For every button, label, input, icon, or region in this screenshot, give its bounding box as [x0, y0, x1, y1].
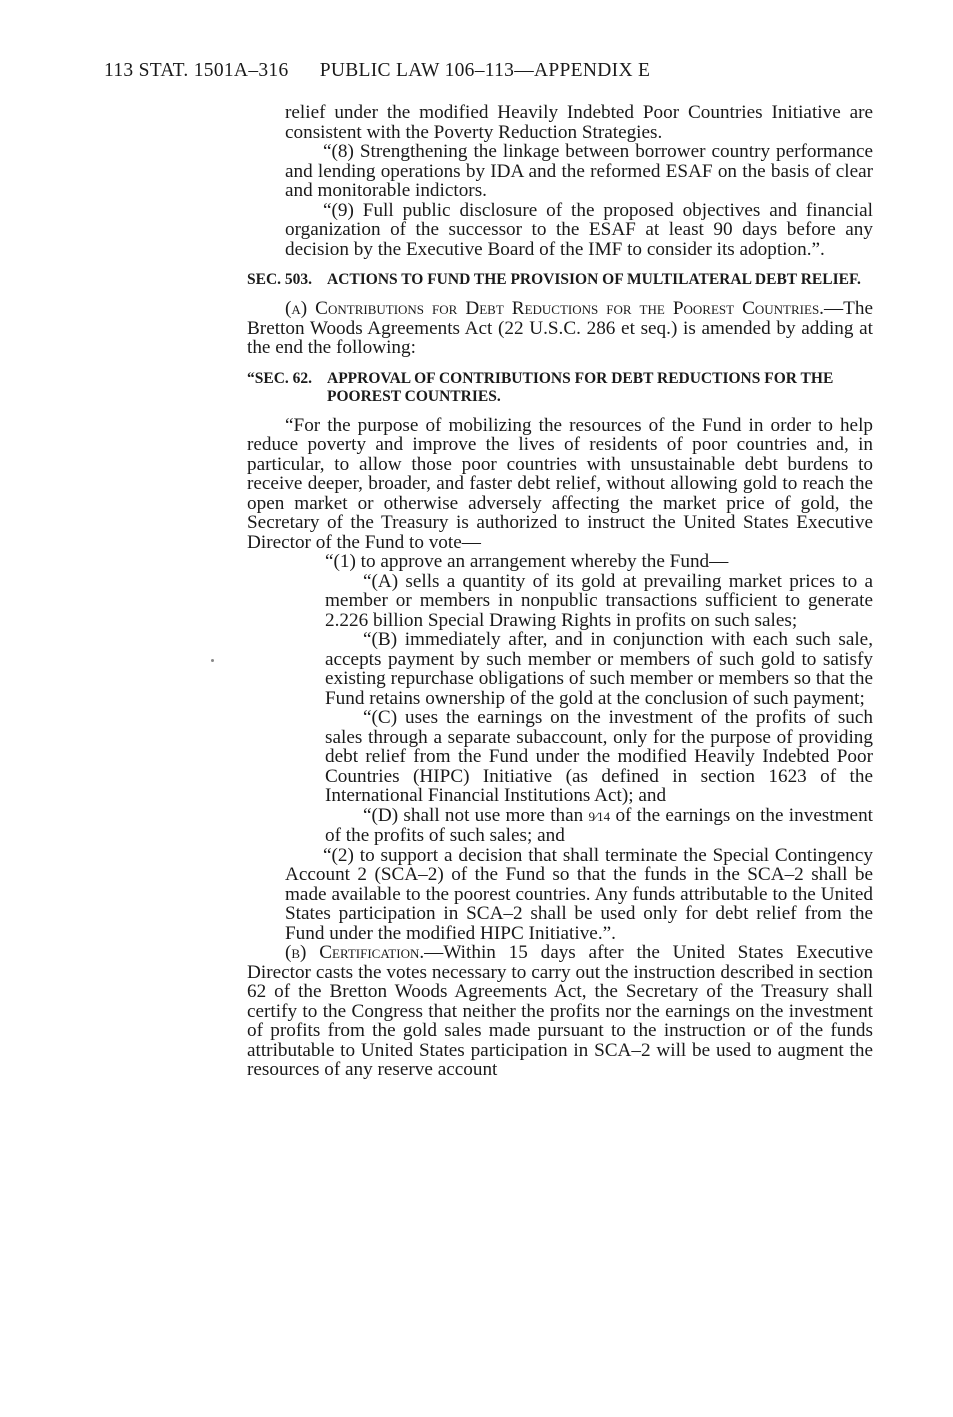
subsection-a [247, 299, 873, 358]
law-title: PUBLIC LAW 106–113—APPENDIX E [319, 60, 651, 81]
document-body [247, 103, 873, 1080]
section-number: “SEC. 62. [247, 369, 313, 387]
paragraph-item-9: “(9) Full public disclosure of the proposed objectives and financial organization of the successor to the ESAF at least 90 days before any decision by the Executive Board of the IMF to consider its adoption.”. [285, 199, 873, 260]
section-503-heading [247, 271, 873, 289]
subsection-a-heading: (a) Contributions for Debt Reductions for the Poorest Countries. [285, 298, 824, 319]
item-A: “(A) sells a quantity of its gold at prevailing market prices to a member or members in nonpublic transactions sufficient to generate 2.226 billion Special Drawing Rights in profits on such sales; [325, 570, 873, 631]
section-62-heading [247, 370, 873, 406]
running-header [104, 60, 676, 82]
item-2: “(2) to support a decision that shall terminate the Special Contingency Account 2 (SCA–2) of the Fund so that the funds in the SCA–2 shall be made available to the poorest countries. Any funds attributable to the United States participation in SCA–2 shall be used only for debt relief from the Fund under the modified HIPC Initiative.”. [285, 844, 873, 944]
scan-speck [211, 659, 214, 662]
item-D-pre: “(D) shall not use more than [363, 804, 589, 826]
item-D [247, 806, 873, 846]
item-1: “(1) to approve an arrangement whereby the Fund— [325, 551, 729, 572]
section-number: SEC. 503. [247, 271, 313, 288]
subsection-b [247, 943, 873, 1080]
section-title: APPROVAL OF CONTRIBUTIONS FOR DEBT REDUCTIONS FOR THE POOREST COUNTRIES. [327, 369, 834, 405]
item-D-post: of the earnings on the investment of the profits of such sales; and [325, 804, 873, 846]
paragraph-item-8: “(8) Strengthening the linkage between borrower country performance and lending operations by IDA and the reformed ESAF on the basis of clear and monitorable indictors. [285, 141, 873, 201]
statute-citation: 113 STAT. 1501A–316 [104, 60, 289, 81]
subsection-a-text: —The Bretton Woods Agreements Act (22 U.S.C. 286 et seq.) is amended by adding at the end the following: [247, 298, 873, 358]
item-C: “(C) uses the earnings on the investment of the profits of such sales through a separate subaccount, only for the purpose of providing debt relief from the Fund under the modified Heavily Indebted Poor Countries (HIPC) Initiative (as defined in section 1623 of the International Financial Institutions Act); and [325, 707, 873, 806]
purpose-paragraph: “For the purpose of mobilizing the resources of the Fund in order to help reduce poverty and improve the lives of residents of poor countries and, in particular, to allow those poor countries with unsustainable debt burdens to receive deeper, broader, and faster debt relief, without allowing gold to reach the open market or otherwise adversely affecting the market price of gold, the Secretary of the Treasury is authorized to instruct the United States Executive Director of the Fund to vote— [247, 414, 873, 553]
subsection-b-heading: (b) Certification. [285, 942, 425, 963]
item-B: “(B) immediately after, and in conjunction with each such sale, accepts payment by such member or members of such gold to satisfy existing repurchase obligations of such member or members so that the Fund retains ownership of the gold at the conclusion of such payment; [325, 629, 873, 709]
fraction: 9⁄14 [588, 808, 611, 824]
section-title: ACTIONS TO FUND THE PROVISION OF MULTILATERAL DEBT RELIEF. [327, 271, 861, 288]
paragraph-continuation: relief under the modified Heavily Indebted Poor Countries Initiative are consistent with the Poverty Reduction Strategies. [285, 102, 873, 143]
subsection-b-text: —Within 15 days after the United States Executive Director casts the votes necessary to carry out the instruction described in section 62 of the Bretton Woods Agreements Act, the Secretary of the Treasury shall certify to the Congress that neither the profits nor the earnings on the investment of profits from the gold sales made pursuant to the instruction or of the funds attributable to United States participation in SCA–2 will be used to augment the resources of any reserve account [247, 942, 874, 1080]
